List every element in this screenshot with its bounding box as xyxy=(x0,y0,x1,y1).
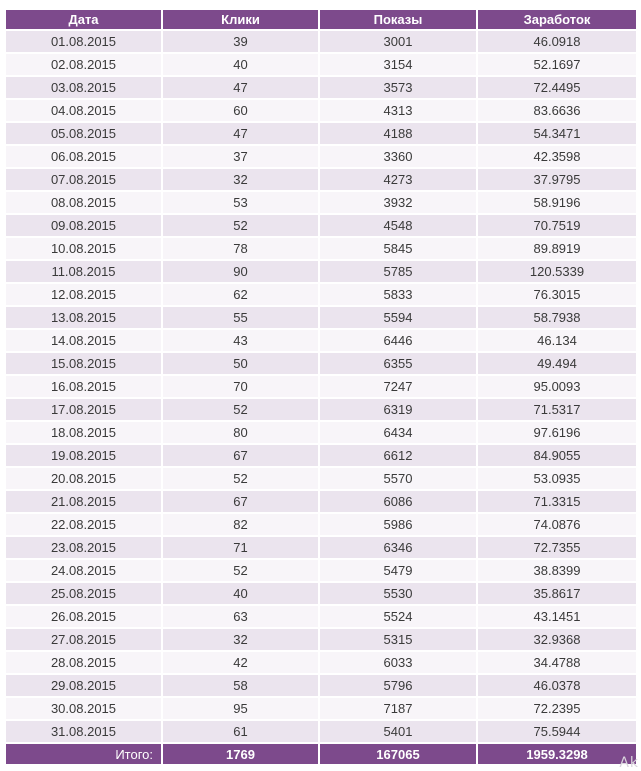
cell-earnings: 74.0876 xyxy=(478,514,636,535)
cell-date: 08.08.2015 xyxy=(6,192,161,213)
column-header-impressions[interactable]: Показы xyxy=(320,10,476,29)
cell-clicks: 67 xyxy=(163,445,318,466)
cell-date: 21.08.2015 xyxy=(6,491,161,512)
table-row xyxy=(6,77,636,98)
cell-date: 31.08.2015 xyxy=(6,721,161,742)
cell-impressions: 5594 xyxy=(320,307,476,328)
cell-earnings: 84.9055 xyxy=(478,445,636,466)
cell-impressions: 5524 xyxy=(320,606,476,627)
cell-date: 29.08.2015 xyxy=(6,675,161,696)
watermark: Ak xyxy=(619,755,639,771)
table-row xyxy=(6,629,636,650)
cell-impressions: 6319 xyxy=(320,399,476,420)
cell-impressions: 6355 xyxy=(320,353,476,374)
cell-impressions: 4548 xyxy=(320,215,476,236)
cell-earnings: 71.3315 xyxy=(478,491,636,512)
cell-earnings: 52.1697 xyxy=(478,54,636,75)
cell-date: 20.08.2015 xyxy=(6,468,161,489)
cell-date: 14.08.2015 xyxy=(6,330,161,351)
table-row xyxy=(6,698,636,719)
cell-date: 07.08.2015 xyxy=(6,169,161,190)
cell-clicks: 47 xyxy=(163,123,318,144)
table-row xyxy=(6,353,636,374)
cell-clicks: 40 xyxy=(163,54,318,75)
cell-impressions: 7247 xyxy=(320,376,476,397)
cell-impressions: 6346 xyxy=(320,537,476,558)
table-row xyxy=(6,721,636,742)
cell-impressions: 5530 xyxy=(320,583,476,604)
cell-impressions: 7187 xyxy=(320,698,476,719)
cell-date: 02.08.2015 xyxy=(6,54,161,75)
cell-clicks: 71 xyxy=(163,537,318,558)
cell-impressions: 4188 xyxy=(320,123,476,144)
table-row xyxy=(6,54,636,75)
cell-impressions: 3001 xyxy=(320,31,476,52)
table-row xyxy=(6,560,636,581)
cell-impressions: 5833 xyxy=(320,284,476,305)
cell-clicks: 70 xyxy=(163,376,318,397)
cell-earnings: 58.9196 xyxy=(478,192,636,213)
cell-impressions: 6446 xyxy=(320,330,476,351)
cell-impressions: 5845 xyxy=(320,238,476,259)
cell-clicks: 80 xyxy=(163,422,318,443)
cell-clicks: 42 xyxy=(163,652,318,673)
table-row xyxy=(6,583,636,604)
cell-clicks: 95 xyxy=(163,698,318,719)
cell-clicks: 82 xyxy=(163,514,318,535)
column-header-clicks[interactable]: Клики xyxy=(163,10,318,29)
table-row xyxy=(6,652,636,673)
cell-clicks: 50 xyxy=(163,353,318,374)
cell-date: 03.08.2015 xyxy=(6,77,161,98)
table-row xyxy=(6,238,636,259)
cell-impressions: 5401 xyxy=(320,721,476,742)
cell-impressions: 3154 xyxy=(320,54,476,75)
cell-earnings: 46.134 xyxy=(478,330,636,351)
cell-date: 09.08.2015 xyxy=(6,215,161,236)
table-header-row xyxy=(6,10,636,29)
table-row xyxy=(6,675,636,696)
cell-clicks: 61 xyxy=(163,721,318,742)
cell-date: 17.08.2015 xyxy=(6,399,161,420)
cell-clicks: 52 xyxy=(163,399,318,420)
cell-clicks: 52 xyxy=(163,468,318,489)
cell-clicks: 53 xyxy=(163,192,318,213)
table-row xyxy=(6,330,636,351)
cell-earnings: 120.5339 xyxy=(478,261,636,282)
cell-earnings: 72.2395 xyxy=(478,698,636,719)
cell-date: 19.08.2015 xyxy=(6,445,161,466)
table-row xyxy=(6,215,636,236)
totals-label: Итого: xyxy=(6,744,161,764)
cell-earnings: 72.4495 xyxy=(478,77,636,98)
cell-earnings: 32.9368 xyxy=(478,629,636,650)
cell-clicks: 32 xyxy=(163,629,318,650)
cell-date: 06.08.2015 xyxy=(6,146,161,167)
cell-earnings: 75.5944 xyxy=(478,721,636,742)
table-row xyxy=(6,445,636,466)
cell-earnings: 46.0918 xyxy=(478,31,636,52)
cell-impressions: 5479 xyxy=(320,560,476,581)
cell-clicks: 43 xyxy=(163,330,318,351)
cell-date: 01.08.2015 xyxy=(6,31,161,52)
cell-date: 27.08.2015 xyxy=(6,629,161,650)
cell-date: 10.08.2015 xyxy=(6,238,161,259)
table-row xyxy=(6,100,636,121)
totals-clicks: 1769 xyxy=(163,744,318,764)
cell-date: 23.08.2015 xyxy=(6,537,161,558)
totals-row xyxy=(6,744,636,764)
cell-earnings: 49.494 xyxy=(478,353,636,374)
cell-clicks: 55 xyxy=(163,307,318,328)
table-row xyxy=(6,284,636,305)
cell-impressions: 4313 xyxy=(320,100,476,121)
cell-date: 04.08.2015 xyxy=(6,100,161,121)
cell-clicks: 63 xyxy=(163,606,318,627)
cell-clicks: 47 xyxy=(163,77,318,98)
cell-impressions: 5315 xyxy=(320,629,476,650)
cell-earnings: 89.8919 xyxy=(478,238,636,259)
column-header-date[interactable]: Дата xyxy=(6,10,161,29)
cell-earnings: 71.5317 xyxy=(478,399,636,420)
cell-impressions: 3932 xyxy=(320,192,476,213)
cell-clicks: 52 xyxy=(163,560,318,581)
cell-date: 11.08.2015 xyxy=(6,261,161,282)
table-row xyxy=(6,123,636,144)
cell-clicks: 39 xyxy=(163,31,318,52)
table-row xyxy=(6,146,636,167)
cell-earnings: 72.7355 xyxy=(478,537,636,558)
cell-impressions: 6612 xyxy=(320,445,476,466)
cell-impressions: 5570 xyxy=(320,468,476,489)
cell-date: 15.08.2015 xyxy=(6,353,161,374)
table-row xyxy=(6,422,636,443)
cell-earnings: 37.9795 xyxy=(478,169,636,190)
table-row xyxy=(6,31,636,52)
cell-date: 13.08.2015 xyxy=(6,307,161,328)
cell-earnings: 38.8399 xyxy=(478,560,636,581)
cell-date: 26.08.2015 xyxy=(6,606,161,627)
cell-earnings: 83.6636 xyxy=(478,100,636,121)
table-row xyxy=(6,261,636,282)
table-row xyxy=(6,376,636,397)
cell-earnings: 58.7938 xyxy=(478,307,636,328)
cell-clicks: 78 xyxy=(163,238,318,259)
cell-clicks: 67 xyxy=(163,491,318,512)
cell-earnings: 97.6196 xyxy=(478,422,636,443)
cell-date: 25.08.2015 xyxy=(6,583,161,604)
cell-clicks: 60 xyxy=(163,100,318,121)
totals-impressions: 167065 xyxy=(320,744,476,764)
table-row xyxy=(6,606,636,627)
cell-earnings: 46.0378 xyxy=(478,675,636,696)
cell-earnings: 34.4788 xyxy=(478,652,636,673)
table-row xyxy=(6,169,636,190)
cell-earnings: 53.0935 xyxy=(478,468,636,489)
cell-clicks: 52 xyxy=(163,215,318,236)
cell-date: 18.08.2015 xyxy=(6,422,161,443)
cell-earnings: 76.3015 xyxy=(478,284,636,305)
table-body xyxy=(6,31,636,742)
cell-clicks: 32 xyxy=(163,169,318,190)
stats-table xyxy=(4,8,638,766)
cell-impressions: 3573 xyxy=(320,77,476,98)
table-row xyxy=(6,491,636,512)
cell-earnings: 42.3598 xyxy=(478,146,636,167)
cell-clicks: 40 xyxy=(163,583,318,604)
cell-date: 16.08.2015 xyxy=(6,376,161,397)
table-row xyxy=(6,537,636,558)
cell-earnings: 95.0093 xyxy=(478,376,636,397)
cell-clicks: 58 xyxy=(163,675,318,696)
cell-impressions: 4273 xyxy=(320,169,476,190)
cell-impressions: 5796 xyxy=(320,675,476,696)
table-row xyxy=(6,514,636,535)
cell-impressions: 6434 xyxy=(320,422,476,443)
cell-impressions: 6086 xyxy=(320,491,476,512)
cell-impressions: 5785 xyxy=(320,261,476,282)
table-row xyxy=(6,468,636,489)
cell-clicks: 90 xyxy=(163,261,318,282)
cell-date: 22.08.2015 xyxy=(6,514,161,535)
table-row xyxy=(6,399,636,420)
cell-date: 28.08.2015 xyxy=(6,652,161,673)
cell-earnings: 54.3471 xyxy=(478,123,636,144)
cell-impressions: 6033 xyxy=(320,652,476,673)
cell-date: 12.08.2015 xyxy=(6,284,161,305)
cell-date: 05.08.2015 xyxy=(6,123,161,144)
totals-earnings: 1959.3298 xyxy=(478,744,636,764)
table-row xyxy=(6,192,636,213)
cell-clicks: 37 xyxy=(163,146,318,167)
cell-earnings: 35.8617 xyxy=(478,583,636,604)
cell-impressions: 5986 xyxy=(320,514,476,535)
cell-date: 24.08.2015 xyxy=(6,560,161,581)
column-header-earnings[interactable]: Заработок xyxy=(478,10,636,29)
cell-earnings: 43.1451 xyxy=(478,606,636,627)
cell-impressions: 3360 xyxy=(320,146,476,167)
table-row xyxy=(6,307,636,328)
cell-clicks: 62 xyxy=(163,284,318,305)
cell-date: 30.08.2015 xyxy=(6,698,161,719)
cell-earnings: 70.7519 xyxy=(478,215,636,236)
